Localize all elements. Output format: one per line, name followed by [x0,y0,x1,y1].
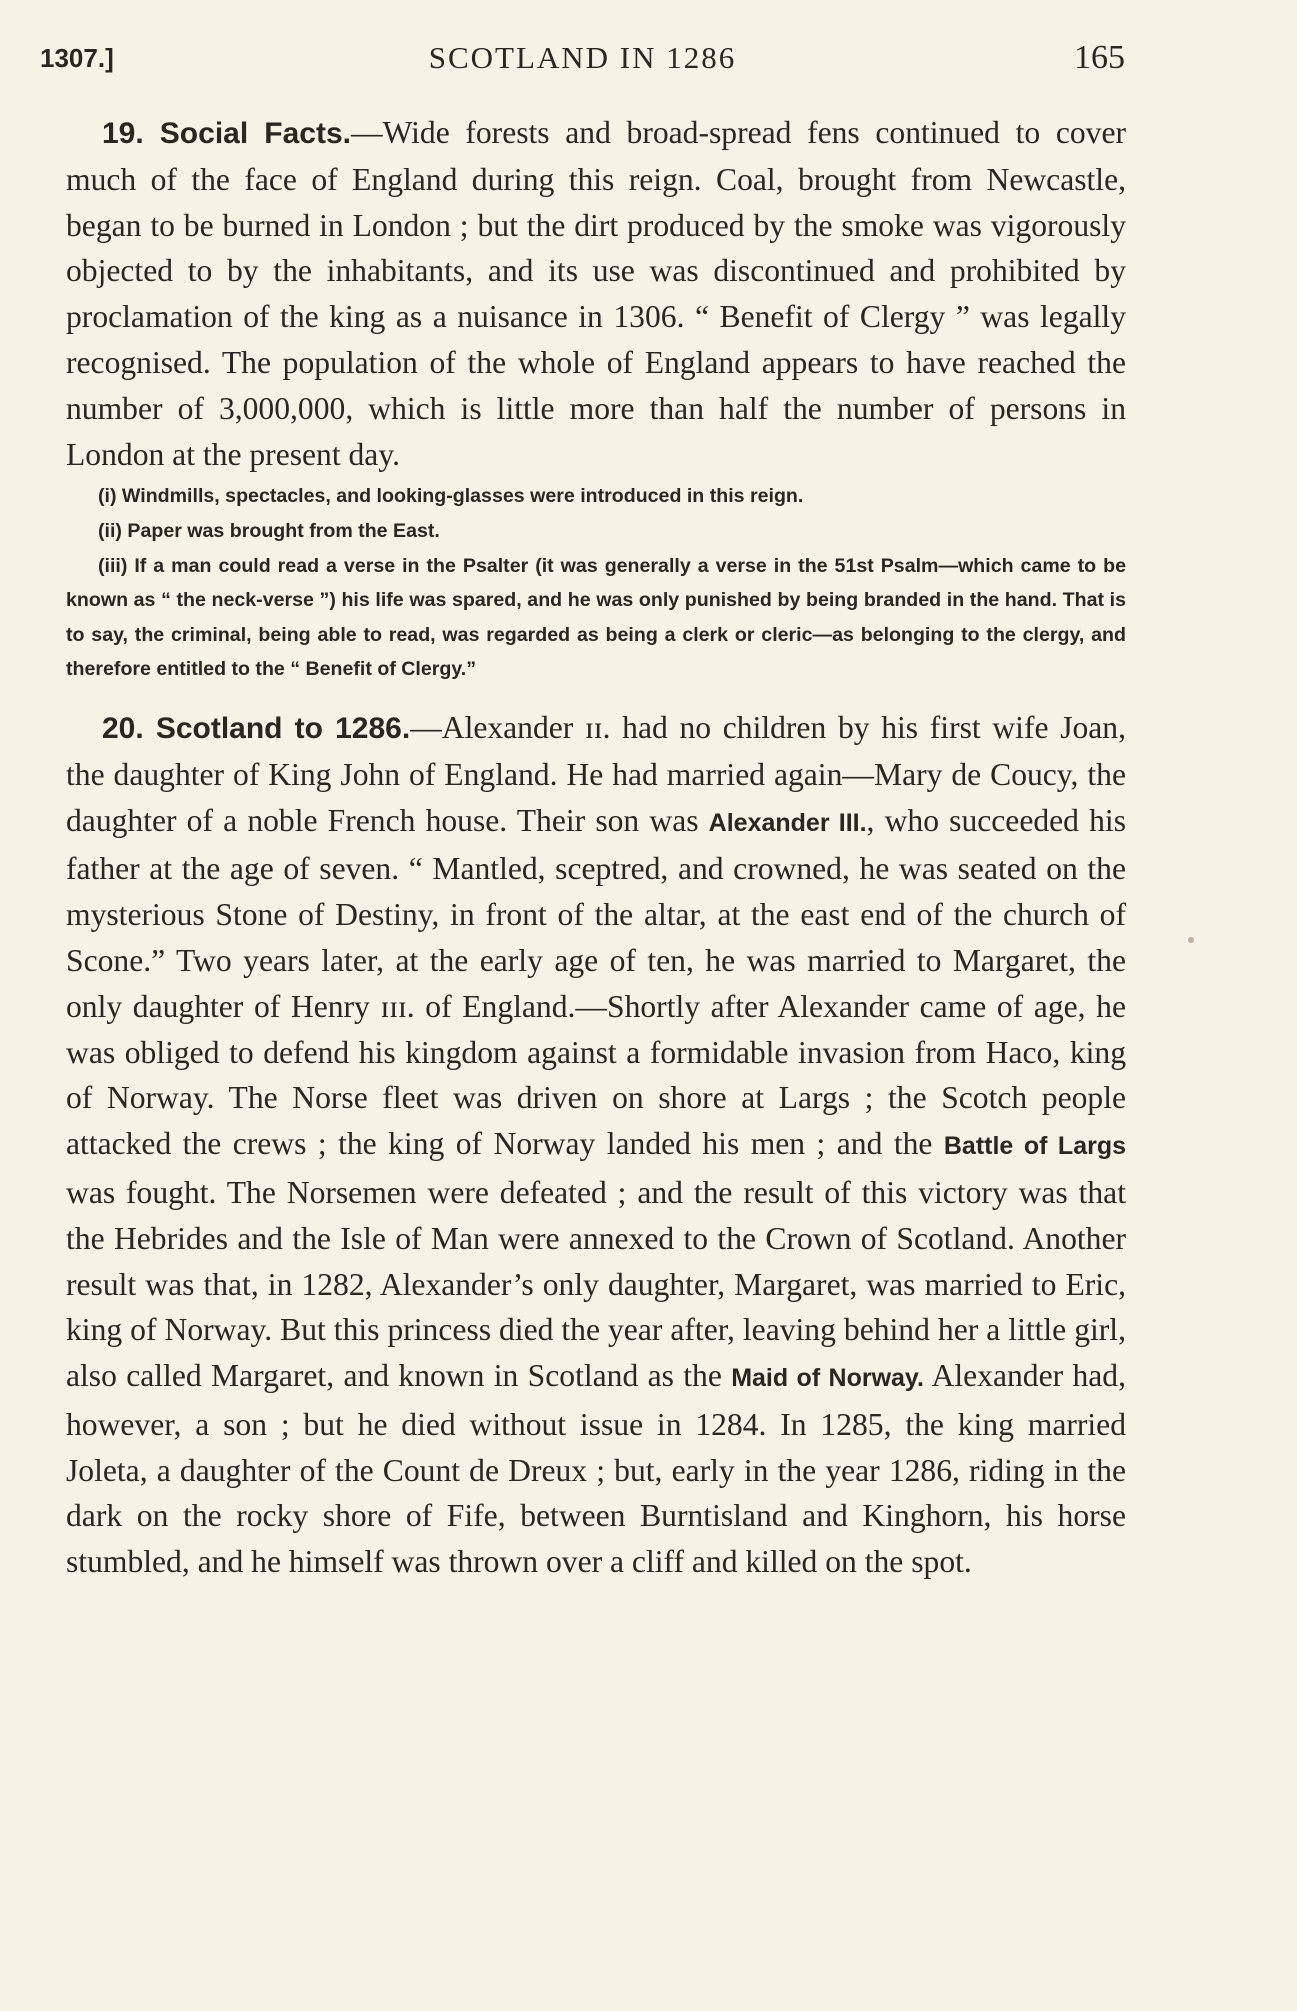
section-20-text-3: was fought. The Norsemen were defeated ; and the result of this victory was that the Hebrides and the Isle of Man were annexed to the Crown of Scotland. Another result was that, in 1282, Alexander’s only daughter, Margaret, was married to Eric, king of Norway. But this princess died the year after, leaving behind her a little girl, also called Margaret, and known in Scotland as the [66,1174,1126,1394]
section-20-heading: 20. Scotland to 1286. [102,711,411,745]
note-2: (ii) Paper was brought from the East. [98,519,440,542]
term-alexander-iii: Alexander III. [708,808,867,837]
section-20-paragraph [66,705,1126,1585]
section-19-notes [66,479,1126,687]
term-battle-of-largs: Battle of Largs [943,1132,1126,1161]
page-number: 165 [1074,39,1125,76]
header-year: 1307.] [40,43,114,73]
note-1: (i) Windmills, spectacles, and looking-glasses were introduced in this reign. [98,485,804,508]
section-19-paragraph [66,110,1126,477]
body-text [66,110,1126,1585]
section-19-heading: 19. Social Facts. [102,117,351,150]
running-header [40,38,1125,78]
section-20-text-2: , who succeeded his father at the age of seven. “ Mantled, sceptred, and crowned, he was seated on the mysterious Stone of Destiny, in front of the altar, at the east end of the church of Scone.” Two years later, at the early age of ten, he was married to Margaret, the only daughter of Henry ɪɪɪ. of England.—Shortly after Alexander came of age, he was obliged to defend his kingdom against a formidable invasion from Haco, king of Norway. The Norse fleet was driven on shore at Largs ; the Scotch people attacked the crews ; the king of Norway landed his men ; and the [66,802,1126,1162]
section-19-text: —Wide forests and broad-spread fens continued to cover much of the face of England during this reign. Coal, brought from Newcastle, began to be burned in London ; but the dirt produced by the smoke was vigorously objected to by the inhabitants, and its use was discontinued and prohibited by proclamation of the king as a nuisance in 1306. “ Benefit of Clergy ” was legally recognised. The population of the whole of England appears to have reached the number of 3,000,000, which is little more than half the number of persons in London at the present day. [66,115,1127,472]
term-maid-of-norway: Maid of Norway. [731,1364,924,1393]
note-3: (iii) If a man could read a verse in the Psalter (it was generally a verse in the 51st Psalm—which came to be known as “ the neck-verse ”) his life was spared, and he was only punished by being branded in the hand. That is to say, the criminal, being able to read, was regarded as being a clerk or cleric—as belonging to the clergy, and therefore entitled to the “ Benefit of Clergy.” [66,554,1126,681]
section-20-text-1: —Alexander ɪɪ. had no children by his first wife Joan, the daughter of King John of England. He had married again—Mary de Coucy, the daughter of a noble French house. Their son was [66,709,1127,838]
running-title: SCOTLAND IN 1286 [428,40,737,75]
section-20-text-4: Alexander had, however, a son ; but he died without issue in 1284. In 1285, the king married Joleta, a daughter of the Count de Dreux ; but, early in the year 1286, riding in the dark on the rocky shore of Fife, between Burntisland and Kinghorn, his horse stumbled, and he himself was thrown over a cliff and killed on the spot. [66,1358,1126,1580]
margin-mark [1188,937,1194,943]
